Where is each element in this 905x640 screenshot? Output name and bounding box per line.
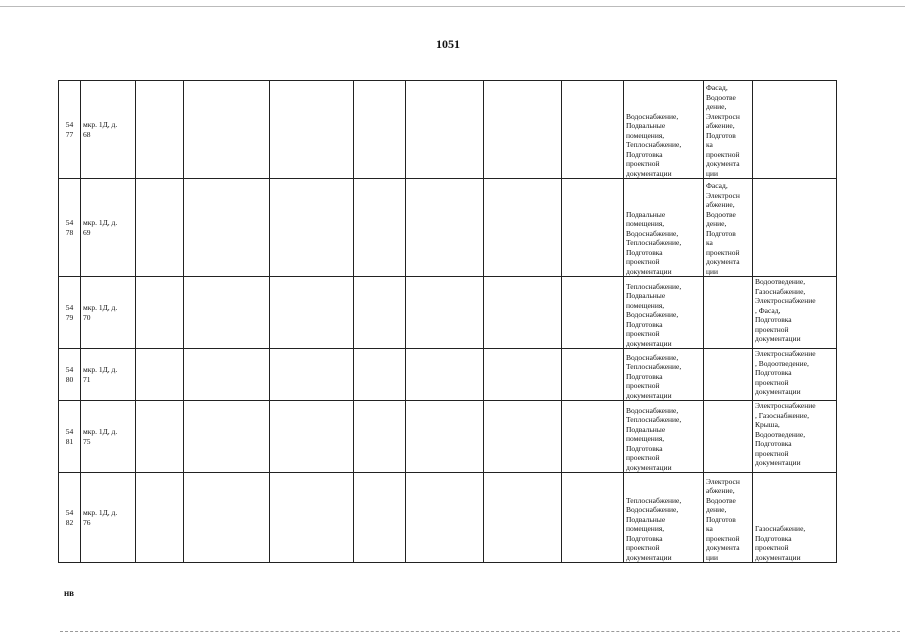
empty-cell bbox=[484, 401, 562, 473]
empty-cell bbox=[136, 401, 184, 473]
row-number: 54 79 bbox=[59, 277, 81, 349]
row-number: 54 77 bbox=[59, 81, 81, 179]
empty-cell bbox=[562, 349, 624, 401]
works-cell: Подвальные помещения, Водоснабжение, Теплоснабжение, Подготовка проектной документации bbox=[624, 179, 704, 277]
works-cell-right: Электроснабжение , Водоотведение, Подготовка проектной документации bbox=[753, 349, 837, 401]
works-cell-narrow bbox=[704, 349, 753, 401]
empty-cell bbox=[484, 179, 562, 277]
address-cell: мкр. 1Д, д. 75 bbox=[81, 401, 136, 473]
empty-cell bbox=[406, 277, 484, 349]
works-cell: Теплоснабжение, Водоснабжение, Подвальные помещения, Подготовка проектной документации bbox=[624, 473, 704, 563]
row-number: 54 81 bbox=[59, 401, 81, 473]
empty-cell bbox=[484, 473, 562, 563]
empty-cell bbox=[184, 349, 270, 401]
empty-cell bbox=[484, 277, 562, 349]
works-cell-right: Газоснабжение, Подготовка проектной документации bbox=[753, 473, 837, 563]
empty-cell bbox=[270, 473, 354, 563]
empty-cell bbox=[136, 277, 184, 349]
address-cell: мкр. 1Д, д. 68 bbox=[81, 81, 136, 179]
row-number: 54 78 bbox=[59, 179, 81, 277]
empty-cell bbox=[354, 277, 406, 349]
empty-cell bbox=[562, 81, 624, 179]
empty-cell bbox=[562, 473, 624, 563]
table-row bbox=[59, 473, 837, 563]
works-cell: Водоснабжение, Теплоснабжение, Подвальные помещения, Подготовка проектной документации bbox=[624, 401, 704, 473]
empty-cell bbox=[136, 179, 184, 277]
empty-cell bbox=[270, 81, 354, 179]
footer-mark: нв bbox=[64, 588, 75, 598]
repair-works-table bbox=[58, 80, 837, 563]
works-cell-narrow bbox=[704, 401, 753, 473]
empty-cell bbox=[406, 81, 484, 179]
top-scan-line bbox=[0, 6, 905, 7]
table-row bbox=[59, 401, 837, 473]
page-number: 1051 bbox=[436, 37, 460, 51]
works-cell-right: Электроснабжение , Газоснабжение, Крыша, Водоотведение, Подготовка проектной документации bbox=[753, 401, 837, 473]
works-cell: Теплоснабжение, Подвальные помещения, Водоснабжение, Подготовка проектной документации bbox=[624, 277, 704, 349]
empty-cell bbox=[406, 349, 484, 401]
empty-cell bbox=[354, 473, 406, 563]
table-row bbox=[59, 81, 837, 179]
works-cell-right bbox=[753, 179, 837, 277]
works-cell: Водоснабжение, Подвальные помещения, Теплоснабжение, Подготовка проектной документации bbox=[624, 81, 704, 179]
empty-cell bbox=[136, 473, 184, 563]
address-cell: мкр. 1Д, д. 69 bbox=[81, 179, 136, 277]
works-cell: Водоснабжение, Теплоснабжение, Подготовка проектной документации bbox=[624, 349, 704, 401]
empty-cell bbox=[184, 81, 270, 179]
works-cell-right bbox=[753, 81, 837, 179]
row-number: 54 80 bbox=[59, 349, 81, 401]
empty-cell bbox=[406, 179, 484, 277]
empty-cell bbox=[270, 179, 354, 277]
empty-cell bbox=[270, 349, 354, 401]
empty-cell bbox=[136, 81, 184, 179]
empty-cell bbox=[406, 473, 484, 563]
empty-cell bbox=[562, 179, 624, 277]
empty-cell bbox=[406, 401, 484, 473]
row-number: 54 82 bbox=[59, 473, 81, 563]
address-cell: мкр. 1Д, д. 71 bbox=[81, 349, 136, 401]
empty-cell bbox=[562, 401, 624, 473]
empty-cell bbox=[562, 277, 624, 349]
empty-cell bbox=[484, 81, 562, 179]
empty-cell bbox=[354, 81, 406, 179]
table-row bbox=[59, 349, 837, 401]
works-cell-narrow: Электросн абжение, Водоотве дение, Подготов ка проектной документа ции bbox=[704, 473, 753, 563]
empty-cell bbox=[184, 179, 270, 277]
works-cell-right: Водоотведение, Газоснабжение, Электроснабжение , Фасад, Подготовка проектной документации bbox=[753, 277, 837, 349]
empty-cell bbox=[354, 179, 406, 277]
empty-cell bbox=[136, 349, 184, 401]
empty-cell bbox=[354, 401, 406, 473]
bottom-scan-line bbox=[60, 631, 900, 632]
empty-cell bbox=[270, 401, 354, 473]
empty-cell bbox=[184, 473, 270, 563]
address-cell: мкр. 1Д, д. 70 bbox=[81, 277, 136, 349]
empty-cell bbox=[354, 349, 406, 401]
works-cell-narrow bbox=[704, 277, 753, 349]
empty-cell bbox=[270, 277, 354, 349]
address-cell: мкр. 1Д, д. 76 bbox=[81, 473, 136, 563]
table-row bbox=[59, 179, 837, 277]
works-cell-narrow: Фасад, Водоотве дение, Электросн абжение, Подготов ка проектной документа ции bbox=[704, 81, 753, 179]
table-row bbox=[59, 277, 837, 349]
empty-cell bbox=[184, 401, 270, 473]
works-cell-narrow: Фасад, Электросн абжение, Водоотве дение, Подготов ка проектной документа ции bbox=[704, 179, 753, 277]
empty-cell bbox=[184, 277, 270, 349]
empty-cell bbox=[484, 349, 562, 401]
